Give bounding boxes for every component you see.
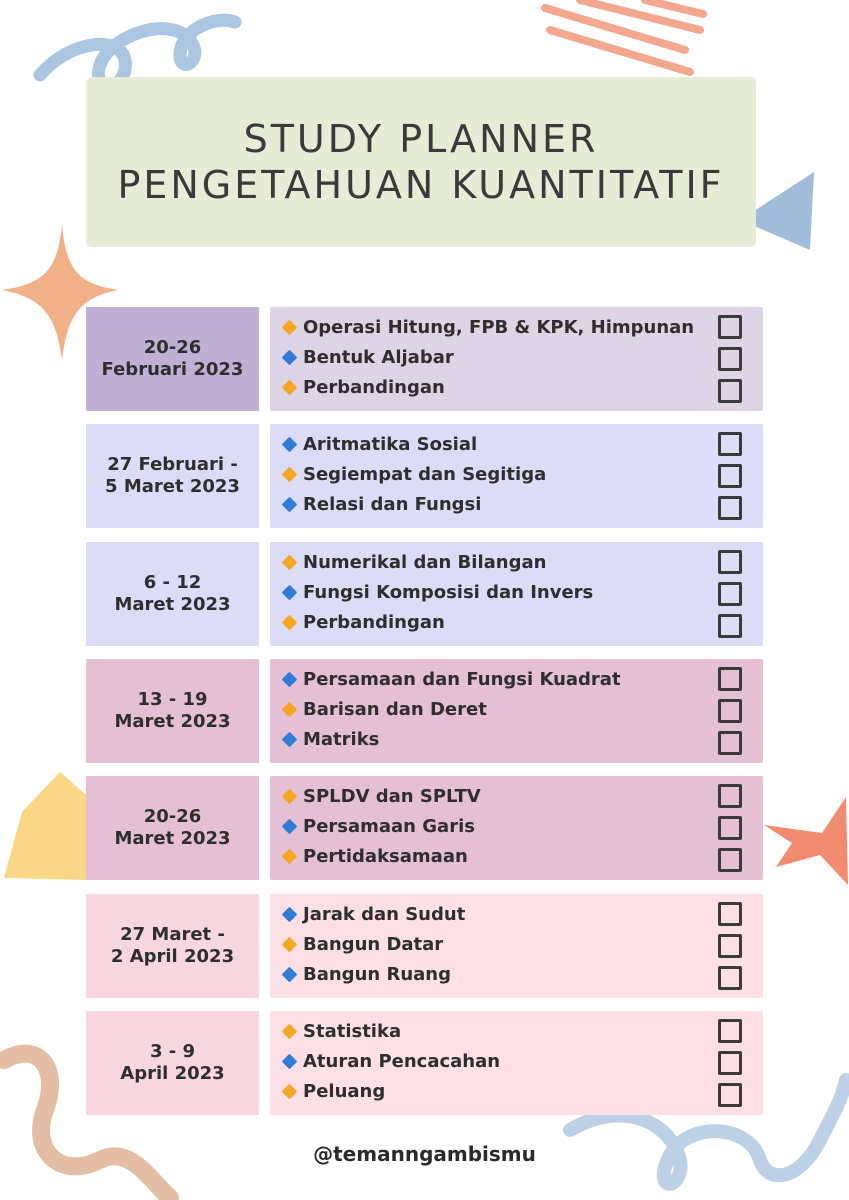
topic-checkbox[interactable] xyxy=(718,667,742,691)
orange-diamond-icon xyxy=(282,936,298,952)
week-date-cell xyxy=(86,1011,259,1115)
orange-diamond-icon xyxy=(282,614,298,630)
topic-label: Bangun Datar xyxy=(303,933,444,955)
topic-checkbox[interactable] xyxy=(718,1019,742,1043)
topic-label: Aturan Pencacahan xyxy=(303,1050,501,1072)
week-row xyxy=(86,776,763,880)
topic-item xyxy=(280,725,379,753)
topic-item xyxy=(280,490,481,518)
blue-diamond-icon xyxy=(282,671,298,687)
topic-label: Persamaan Garis xyxy=(303,815,475,837)
topic-item xyxy=(280,373,445,401)
week-date-cell xyxy=(86,659,259,763)
topic-checkbox[interactable] xyxy=(718,550,742,574)
topic-checkbox[interactable] xyxy=(718,848,742,872)
topic-label: Perbandingan xyxy=(303,376,445,398)
week-topics-cell xyxy=(270,307,763,411)
topic-item xyxy=(280,460,546,488)
week-date-line-1: 20-26 xyxy=(143,806,202,827)
week-date-cell xyxy=(86,307,259,411)
topic-label: Numerikal dan Bilangan xyxy=(303,551,547,573)
week-date-line-1: 27 Februari - xyxy=(107,454,238,475)
topic-item xyxy=(280,665,621,693)
topic-item xyxy=(280,900,465,928)
week-row xyxy=(86,659,763,763)
orange-diamond-icon xyxy=(282,1023,298,1039)
topic-item xyxy=(280,548,546,576)
week-date-line-2: April 2023 xyxy=(120,1063,225,1084)
topic-label: Matriks xyxy=(303,728,380,750)
topic-item xyxy=(280,313,694,341)
topic-checkbox[interactable] xyxy=(718,347,742,371)
topic-item xyxy=(280,430,477,458)
topic-label: Bangun Ruang xyxy=(303,963,451,985)
topic-label: Statistika xyxy=(303,1020,402,1042)
blue-diamond-icon xyxy=(282,906,298,922)
orange-diamond-icon xyxy=(282,848,298,864)
social-handle: @temanngambismu xyxy=(313,1142,536,1166)
title-line-2: PENGETAHUAN KUANTITATIF xyxy=(117,163,725,207)
week-date-cell xyxy=(86,894,259,998)
topic-label: Operasi Hitung, FPB & KPK, Himpunan xyxy=(303,316,695,338)
orange-diamond-icon xyxy=(282,1083,298,1099)
topic-item xyxy=(280,782,481,810)
week-date-line-1: 13 - 19 xyxy=(137,689,208,710)
topic-item xyxy=(280,695,487,723)
week-topics-cell xyxy=(270,542,763,646)
topic-checkbox[interactable] xyxy=(718,902,742,926)
topic-item xyxy=(280,578,593,606)
week-date-cell xyxy=(86,542,259,646)
week-date-line-2: Maret 2023 xyxy=(114,828,231,849)
week-topics-cell xyxy=(270,1011,763,1115)
week-row xyxy=(86,424,763,528)
topic-checkbox[interactable] xyxy=(718,784,742,808)
week-date-cell xyxy=(86,424,259,528)
topic-label: Fungsi Komposisi dan Invers xyxy=(303,581,594,603)
week-date-line-1: 6 - 12 xyxy=(143,572,202,593)
week-topics-cell xyxy=(270,659,763,763)
week-topics-cell xyxy=(270,776,763,880)
blue-diamond-icon xyxy=(282,818,298,834)
topic-checkbox[interactable] xyxy=(718,1083,742,1107)
topic-item xyxy=(280,812,475,840)
topic-checkbox[interactable] xyxy=(718,816,742,840)
week-date-line-2: Maret 2023 xyxy=(114,594,231,615)
topic-item xyxy=(280,1047,500,1075)
topic-item xyxy=(280,1077,385,1105)
topic-item xyxy=(280,608,445,636)
topic-label: Segiempat dan Segitiga xyxy=(303,463,547,485)
topic-label: Pertidaksamaan xyxy=(303,845,468,867)
topic-item xyxy=(280,842,468,870)
topic-checkbox[interactable] xyxy=(718,1051,742,1075)
week-row xyxy=(86,1011,763,1115)
topic-item xyxy=(280,930,443,958)
topic-label: Aritmatika Sosial xyxy=(303,433,478,455)
blue-diamond-icon xyxy=(282,349,298,365)
orange-diamond-icon xyxy=(282,466,298,482)
week-date-line-2: 5 Maret 2023 xyxy=(105,476,240,497)
blue-diamond-icon xyxy=(282,1053,298,1069)
yellow-pentagon-decoration xyxy=(0,770,95,885)
topic-label: Persamaan dan Fungsi Kuadrat xyxy=(303,668,621,690)
topic-label: Jarak dan Sudut xyxy=(303,903,466,925)
topic-label: Barisan dan Deret xyxy=(303,698,487,720)
week-date-line-2: Februari 2023 xyxy=(101,359,244,380)
week-date-line-2: 2 April 2023 xyxy=(110,946,235,967)
week-date-line-1: 27 Maret - xyxy=(120,924,225,945)
week-date-line-2: Maret 2023 xyxy=(114,711,231,732)
topic-label: Peluang xyxy=(303,1080,386,1102)
week-row xyxy=(86,307,763,411)
topic-label: Relasi dan Fungsi xyxy=(303,493,482,515)
week-topics-cell xyxy=(270,894,763,998)
topic-label: Bentuk Aljabar xyxy=(303,346,454,368)
topic-item xyxy=(280,1017,401,1045)
title-banner xyxy=(86,77,756,247)
topic-checkbox[interactable] xyxy=(718,934,742,958)
topic-checkbox[interactable] xyxy=(718,614,742,638)
blue-diamond-icon xyxy=(282,436,298,452)
topic-label: SPLDV dan SPLTV xyxy=(303,785,481,807)
topic-checkbox[interactable] xyxy=(718,464,742,488)
topic-item xyxy=(280,960,451,988)
week-row xyxy=(86,542,763,646)
topic-checkbox[interactable] xyxy=(718,315,742,339)
topic-checkbox[interactable] xyxy=(718,379,742,403)
topic-checkbox[interactable] xyxy=(718,432,742,456)
orange-diamond-icon xyxy=(282,554,298,570)
title-line-1: STUDY PLANNER xyxy=(243,117,599,161)
topic-item xyxy=(280,343,454,371)
week-date-cell xyxy=(86,776,259,880)
topic-checkbox[interactable] xyxy=(718,699,742,723)
topic-checkbox[interactable] xyxy=(718,966,742,990)
orange-diamond-icon xyxy=(282,701,298,717)
week-date-line-1: 3 - 9 xyxy=(149,1041,196,1062)
orange-diamond-icon xyxy=(282,379,298,395)
topic-checkbox[interactable] xyxy=(718,582,742,606)
topic-label: Perbandingan xyxy=(303,611,445,633)
topic-checkbox[interactable] xyxy=(718,731,742,755)
orange-diamond-icon xyxy=(282,788,298,804)
week-topics-cell xyxy=(270,424,763,528)
blue-diamond-icon xyxy=(282,496,298,512)
blue-diamond-icon xyxy=(282,584,298,600)
blue-diamond-icon xyxy=(282,966,298,982)
week-row xyxy=(86,894,763,998)
orange-bowtie-decoration xyxy=(762,795,849,890)
topic-checkbox[interactable] xyxy=(718,496,742,520)
orange-diamond-icon xyxy=(282,319,298,335)
blue-diamond-icon xyxy=(282,731,298,747)
week-date-line-1: 20-26 xyxy=(143,337,202,358)
